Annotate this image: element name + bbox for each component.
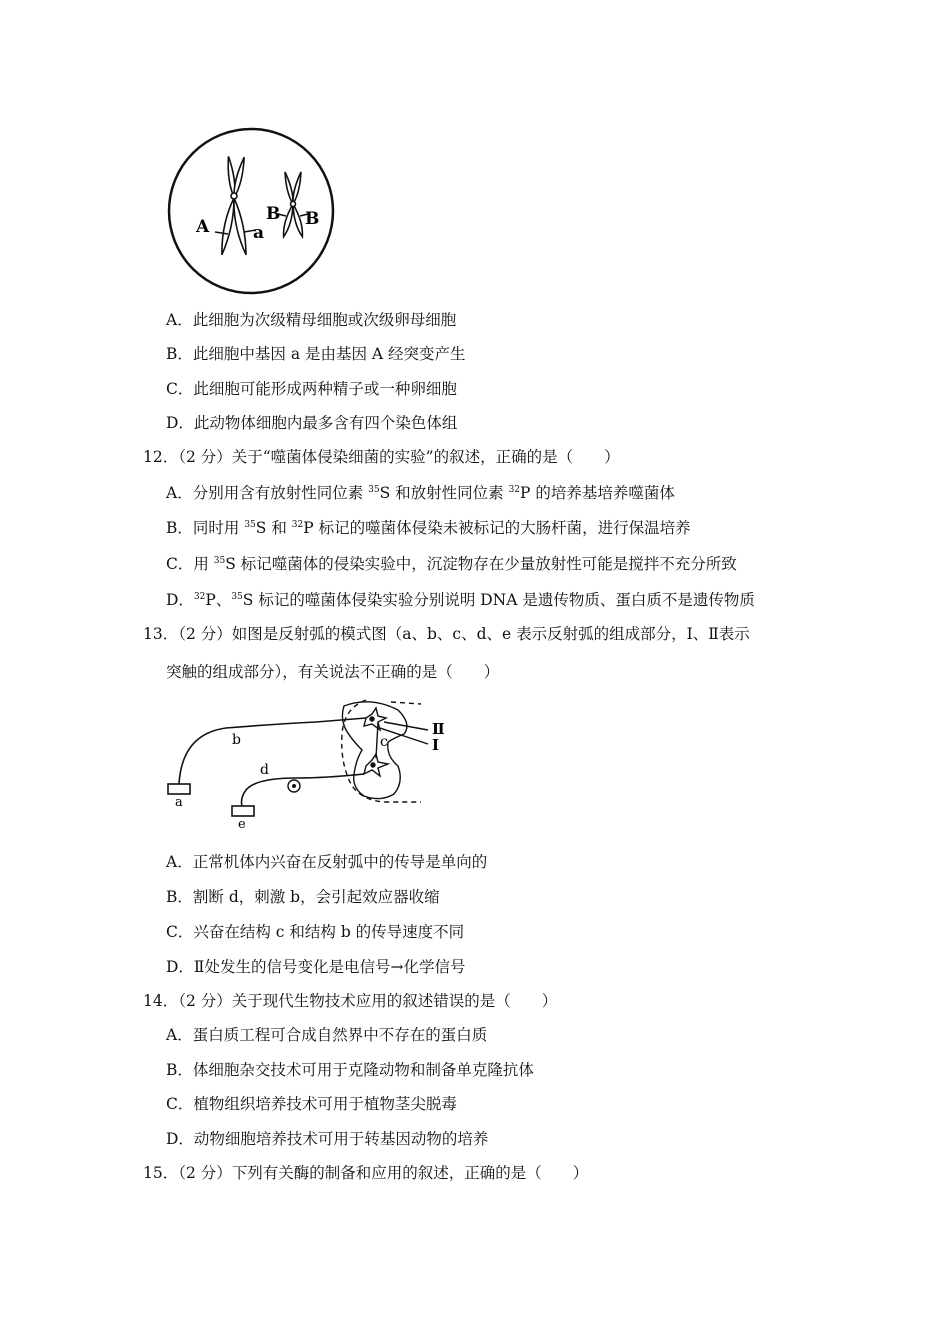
chromosome-2 [281, 171, 305, 237]
label-d: d [260, 762, 269, 778]
q14-option-d: D．动物细胞培养技术可用于转基因动物的培养 [166, 1130, 489, 1148]
q15-stem: 15．（2 分）下列有关酶的制备和应用的叙述，正确的是（ ） [143, 1164, 589, 1182]
gene-label-B-left: B [266, 204, 281, 224]
label-I: Ⅰ [432, 736, 440, 754]
gene-label-a: a [253, 223, 265, 243]
q12-option-a: A．分别用含有放射性同位素 $^{35}$S 和放射性同位素 $^{32}$P 的培养基培养噬菌体 [166, 484, 675, 502]
q13-option-c: C．兴奋在结构 c 和结构 b 的传导速度不同 [166, 923, 465, 941]
label-e: e [238, 817, 246, 832]
q13-option-b: B．割断 d，刺激 b，会引起效应器收缩 [166, 888, 440, 906]
q12-option-d: D．$^{32}$P、$^{35}$S 标记的噬菌体侵染实验分别说明 DNA 是遗传物质、蛋白质不是遗传物质 [166, 591, 755, 609]
q12-option-b: B．同时用 $^{35}$S 和 $^{32}$P 标记的噬菌体侵染未被标记的大肠杆菌，进行保温培养 [166, 519, 691, 537]
gene-label-B-right: B [305, 209, 320, 229]
q11-option-d: D．此动物体细胞内最多含有四个染色体组 [166, 414, 458, 432]
label-II: Ⅱ [432, 720, 445, 738]
q13-option-d: D．Ⅱ处发生的信号变化是电信号→化学信号 [166, 958, 466, 976]
q14-option-a: A．蛋白质工程可合成自然界中不存在的蛋白质 [166, 1026, 488, 1044]
q13-stem-line2: 突触的组成部分），有关说法不正确的是（ ） [166, 663, 500, 681]
label-c: c [380, 734, 388, 750]
q14-option-b: B．体细胞杂交技术可用于克隆动物和制备单克隆抗体 [166, 1061, 534, 1079]
label-a: a [175, 795, 183, 810]
chromosome-1 [217, 156, 248, 256]
q12-stem: 12．（2 分）关于“噬菌体侵染细菌的实验”的叙述，正确的是（ ） [143, 448, 620, 466]
q11-option-a: A．此细胞为次级精母细胞或次级卵母细胞 [166, 311, 457, 329]
q11-option-c: C．此细胞可能形成两种精子或一种卵细胞 [166, 380, 457, 398]
label-b: b [232, 732, 241, 748]
q14-stem: 14．（2 分）关于现代生物技术应用的叙述错误的是（ ） [143, 992, 558, 1010]
q14-option-c: C．植物组织培养技术可用于植物茎尖脱毒 [166, 1095, 457, 1113]
q13-stem-line1: 13．（2 分）如图是反射弧的模式图（a、b、c、d、e 表示反射弧的组成部分，Ⅰ、Ⅱ表示 [143, 625, 750, 643]
q11-option-b: B．此细胞中基因 a 是由基因 A 经突变产生 [166, 345, 466, 363]
reflex-arc-figure [166, 694, 456, 834]
gene-label-A: A [196, 217, 210, 237]
q12-option-c: C．用 $^{35}$S 标记噬菌体的侵染实验中，沉淀物存在少量放射性可能是搅拌不充分所致 [166, 555, 737, 573]
cell-division-figure [166, 126, 336, 296]
q13-option-a: A．正常机体内兴奋在反射弧中的传导是单向的 [166, 853, 488, 871]
